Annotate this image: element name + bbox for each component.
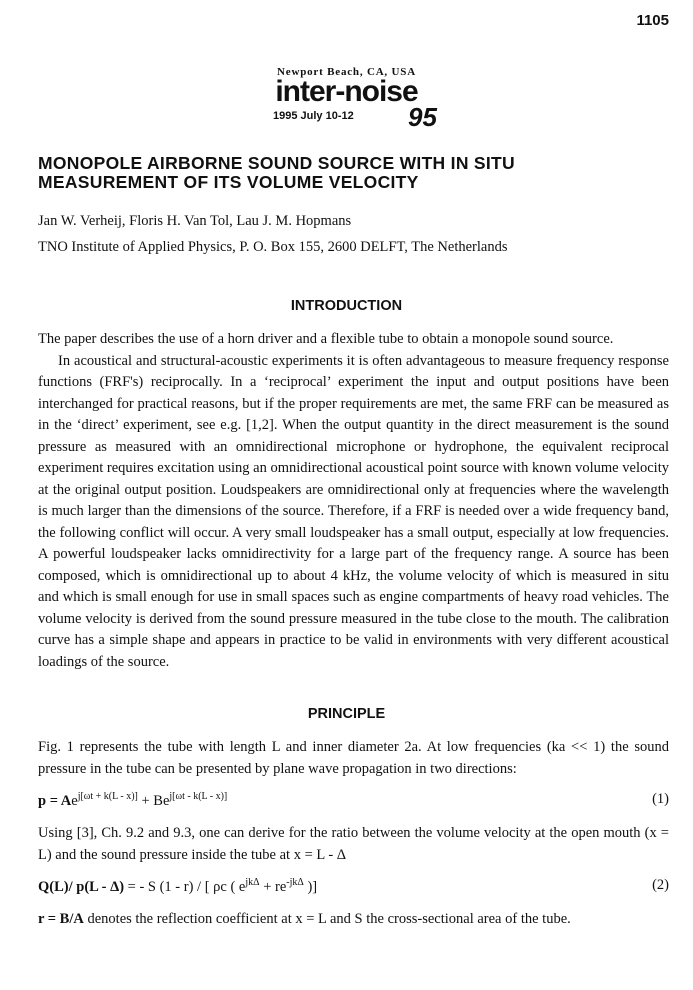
conference-location: Newport Beach, CA, USA <box>277 66 416 78</box>
equation-1-number: (1) <box>652 791 669 807</box>
equation-2-number: (2) <box>652 877 669 893</box>
equation-2 <box>38 877 669 897</box>
introduction-body <box>38 329 669 673</box>
affiliation: TNO Institute of Applied Physics, P. O. Box 155, 2600 DELFT, The Netherlands <box>38 239 508 255</box>
principle-paragraph-3: r = B/A denotes the reflection coefficient at x = L and S the cross-sectional area of the tube. <box>38 911 571 927</box>
conference-dates: 1995 July 10-12 <box>273 110 354 122</box>
equation-2-expression: Q(L)/ p(L - Δ) = - S (1 - r) / [ ρc ( $e^{jk\Delta} + re^{-jk\Delta}$ )] <box>38 877 318 895</box>
page-number: 1105 <box>636 12 669 29</box>
equation-1-expression: $p = Ae^{j[\omega t + k(L - x)]} + Be^{j[\omega t - k(L - x)]}$ <box>38 791 228 809</box>
paper-title-line-1: MONOPOLE AIRBORNE SOUND SOURCE WITH IN SITU <box>38 153 515 173</box>
paper-title <box>38 154 658 192</box>
principle-paragraph-1: Fig. 1 represents the tube with length L and inner diameter 2a. At low frequencies (ka << 1) the sound pressure in the tube can be presented by plane wave propagation in two directions: <box>38 739 669 777</box>
introduction-paragraph-2: In acoustical and structural-acoustic experiments it is often advantageous to measure frequency response functions (FRF's) reciprocally. In a ‘reciprocal’ experiment the input and output positions have been interchanged for practical reasons, but if the proper requirements are met, the same FRF can be measured as in the ‘direct’ experiment, see e.g. [1,2]. When the output quantity in the direct measurement is the sound pressure as measured with an omnidirectional microphone or hydrophone, the equivalent reciprocal experiment requires excitation using an omnidirectional acoustical point source with known volume velocity at the original output position. Loudspeakers are omnidirectional only at frequencies where the wavelength is much larger than the dimensions of the source. Therefore, if a FRF is needed over a wide frequency band, the following conflict will occur. A very small loudspeaker has a small output, especially at low frequencies. A powerful loudspeaker lacks omnidirectivity for a large part of the frequency range. A source has been composed, which is omnidirectional up to about 4 kHz, the volume velocity of which is measured in situ and which is small enough for use in small spaces such as engine compartments of heavy road vehicles. The volume velocity is derived from the sound pressure measured in the tube close to the mouth. The calibration curve has a simple shape and appears in practice to be valid in environments with very different acoustical loadings of the source. <box>38 352 669 670</box>
authors: Jan W. Verheij, Floris H. Van Tol, Lau J. M. Hopmans <box>38 213 352 229</box>
principle-paragraph-2: Using [3], Ch. 9.2 and 9.3, one can derive for the ratio between the volume velocity at the open mouth (x = L) and the sound pressure inside the tube at x = L - Δ <box>38 825 669 863</box>
introduction-paragraph-1: The paper describes the use of a horn driver and a flexible tube to obtain a monopole sound source. <box>38 331 614 347</box>
principle-heading: PRINCIPLE <box>307 706 386 722</box>
introduction-heading: INTRODUCTION <box>290 298 403 314</box>
equation-1 <box>38 791 669 811</box>
paper-title-line-2: MEASUREMENT OF ITS VOLUME VELOCITY <box>38 172 419 192</box>
conference-year-mark: 95 <box>408 102 437 132</box>
conference-logo: inter-noise <box>275 75 418 108</box>
